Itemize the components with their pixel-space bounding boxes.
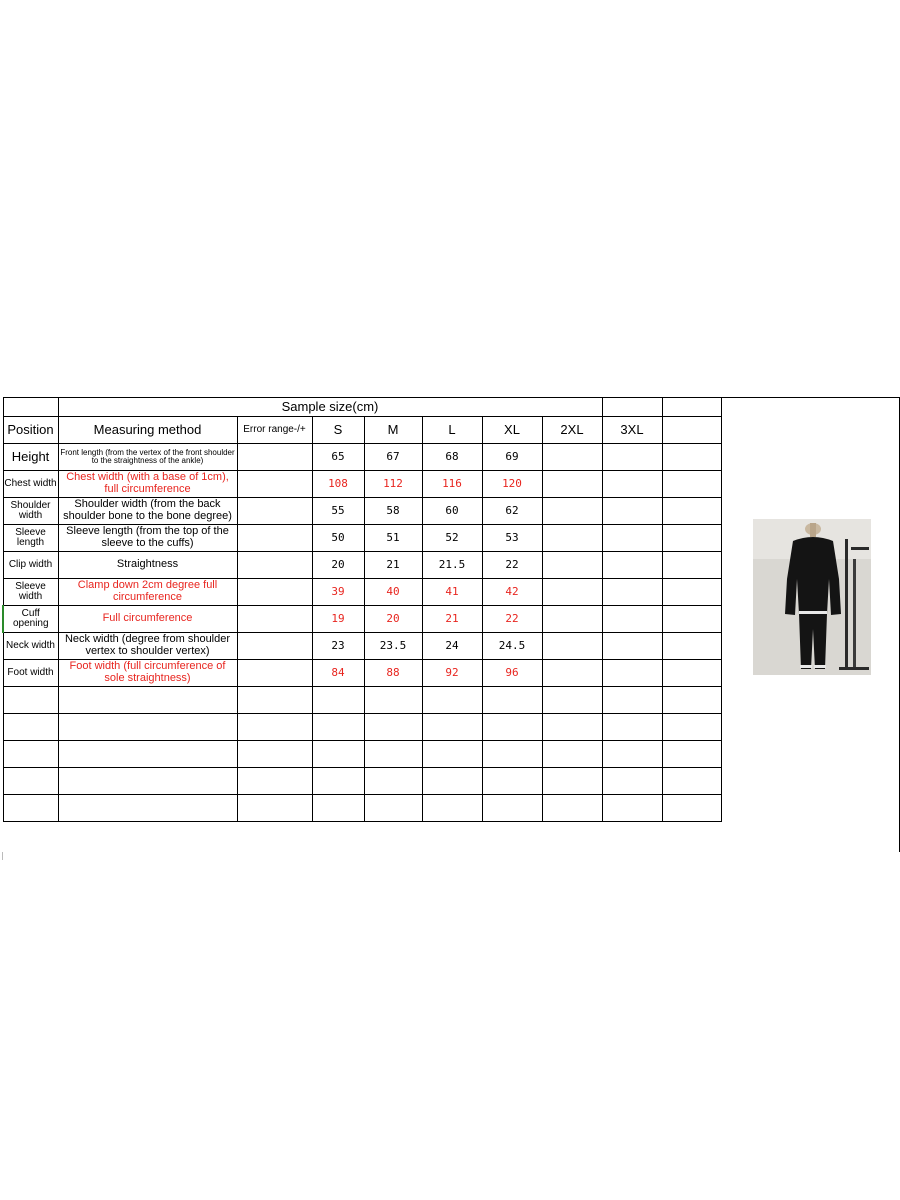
row-size-l-value: 68 bbox=[422, 444, 482, 471]
row-method: Sleeve length (from the top of the sleeve to the cuffs) bbox=[58, 525, 237, 552]
row-size-xl-value: 42 bbox=[482, 579, 542, 606]
row-size-m-value: 58 bbox=[364, 498, 422, 525]
empty-cell bbox=[662, 795, 721, 822]
row-size-l-value: 41 bbox=[422, 579, 482, 606]
row-position: Neck width bbox=[3, 633, 58, 660]
mannequin-outfit-illustration bbox=[753, 519, 871, 675]
empty-cell bbox=[312, 768, 364, 795]
row-size-2xl-value bbox=[542, 660, 602, 687]
empty-cell bbox=[312, 795, 364, 822]
row-size-m-value: 88 bbox=[364, 660, 422, 687]
row-size-l-value: 52 bbox=[422, 525, 482, 552]
empty-cell bbox=[422, 795, 482, 822]
row-blank-cell bbox=[662, 660, 721, 687]
row-size-2xl-value bbox=[542, 498, 602, 525]
empty-row bbox=[3, 768, 721, 795]
row-size-2xl-value bbox=[542, 606, 602, 633]
row-error-cell bbox=[237, 471, 312, 498]
row-size-2xl-value bbox=[542, 525, 602, 552]
row-size-m-value: 112 bbox=[364, 471, 422, 498]
row-position: Sleeve length bbox=[3, 525, 58, 552]
empty-cell bbox=[482, 741, 542, 768]
table-title: Sample size(cm) bbox=[58, 398, 602, 417]
row-position: Chest width bbox=[3, 471, 58, 498]
row-size-3xl-value bbox=[602, 498, 662, 525]
empty-cell bbox=[542, 714, 602, 741]
table-row bbox=[3, 606, 721, 633]
row-blank-cell bbox=[662, 444, 721, 471]
empty-cell bbox=[58, 741, 237, 768]
row-blank-cell bbox=[662, 525, 721, 552]
empty-cell bbox=[364, 768, 422, 795]
empty-cell bbox=[662, 768, 721, 795]
row-size-m-value: 40 bbox=[364, 579, 422, 606]
table-row bbox=[3, 525, 721, 552]
row-method: Shoulder width (from the back shoulder bone to the bone degree) bbox=[58, 498, 237, 525]
row-method: Straightness bbox=[58, 552, 237, 579]
row-size-s-value: 65 bbox=[312, 444, 364, 471]
row-size-2xl-value bbox=[542, 633, 602, 660]
row-size-xl-value: 62 bbox=[482, 498, 542, 525]
row-size-l-value: 21 bbox=[422, 606, 482, 633]
row-method: Foot width (full circumference of sole straightness) bbox=[58, 660, 237, 687]
table-row bbox=[3, 471, 721, 498]
row-size-2xl-value bbox=[542, 579, 602, 606]
size-chart bbox=[2, 397, 722, 822]
row-size-2xl-value bbox=[542, 444, 602, 471]
row-size-l-value: 116 bbox=[422, 471, 482, 498]
row-size-m-value: 67 bbox=[364, 444, 422, 471]
row-size-xl-value: 69 bbox=[482, 444, 542, 471]
col-header-error: Error range-/+ bbox=[237, 417, 312, 444]
row-position: Height bbox=[3, 444, 58, 471]
row-error-cell bbox=[237, 552, 312, 579]
header-blank-cell bbox=[662, 398, 721, 417]
empty-cell bbox=[602, 687, 662, 714]
row-size-s-value: 50 bbox=[312, 525, 364, 552]
row-size-s-value: 84 bbox=[312, 660, 364, 687]
empty-cell bbox=[364, 687, 422, 714]
row-error-cell bbox=[237, 498, 312, 525]
row-size-s-value: 108 bbox=[312, 471, 364, 498]
row-size-m-value: 21 bbox=[364, 552, 422, 579]
empty-cell bbox=[662, 741, 721, 768]
empty-cell bbox=[237, 795, 312, 822]
row-blank-cell bbox=[662, 606, 721, 633]
row-error-cell bbox=[237, 660, 312, 687]
empty-row bbox=[3, 714, 721, 741]
row-size-l-value: 24 bbox=[422, 633, 482, 660]
row-size-3xl-value bbox=[602, 633, 662, 660]
empty-cell bbox=[58, 714, 237, 741]
col-header-position: Position bbox=[3, 417, 58, 444]
row-size-2xl-value bbox=[542, 552, 602, 579]
row-size-s-value: 19 bbox=[312, 606, 364, 633]
row-size-xl-value: 22 bbox=[482, 606, 542, 633]
col-header-blank bbox=[662, 417, 721, 444]
row-position: Sleeve width bbox=[3, 579, 58, 606]
row-size-s-value: 23 bbox=[312, 633, 364, 660]
empty-cell bbox=[58, 687, 237, 714]
row-method: Full circumference bbox=[58, 606, 237, 633]
empty-cell bbox=[482, 714, 542, 741]
empty-cell bbox=[364, 714, 422, 741]
empty-cell bbox=[237, 687, 312, 714]
empty-cell bbox=[542, 768, 602, 795]
row-blank-cell bbox=[662, 498, 721, 525]
col-header-size-xl: XL bbox=[482, 417, 542, 444]
empty-cell bbox=[422, 714, 482, 741]
table-row bbox=[3, 579, 721, 606]
divider-tick bbox=[2, 852, 3, 860]
empty-cell bbox=[58, 795, 237, 822]
empty-cell bbox=[364, 741, 422, 768]
table-row bbox=[3, 660, 721, 687]
empty-cell bbox=[542, 741, 602, 768]
empty-cell bbox=[602, 768, 662, 795]
empty-cell bbox=[312, 741, 364, 768]
empty-cell bbox=[422, 687, 482, 714]
row-method: Front length (from the vertex of the front shoulder to the straightness of the ankle) bbox=[58, 444, 237, 471]
empty-cell bbox=[237, 768, 312, 795]
empty-cell bbox=[662, 714, 721, 741]
row-size-m-value: 23.5 bbox=[364, 633, 422, 660]
row-size-m-value: 20 bbox=[364, 606, 422, 633]
row-position: Foot width bbox=[3, 660, 58, 687]
col-header-size-s: S bbox=[312, 417, 364, 444]
row-error-cell bbox=[237, 444, 312, 471]
row-size-s-value: 55 bbox=[312, 498, 364, 525]
empty-cell bbox=[312, 687, 364, 714]
row-blank-cell bbox=[662, 579, 721, 606]
empty-cell bbox=[237, 741, 312, 768]
row-size-3xl-value bbox=[602, 444, 662, 471]
row-size-l-value: 60 bbox=[422, 498, 482, 525]
row-method: Clamp down 2cm degree full circumference bbox=[58, 579, 237, 606]
empty-row bbox=[3, 687, 721, 714]
row-size-xl-value: 120 bbox=[482, 471, 542, 498]
row-size-xl-value: 24.5 bbox=[482, 633, 542, 660]
row-size-xl-value: 22 bbox=[482, 552, 542, 579]
row-size-xl-value: 96 bbox=[482, 660, 542, 687]
empty-cell bbox=[482, 687, 542, 714]
row-size-3xl-value bbox=[602, 579, 662, 606]
row-blank-cell bbox=[662, 471, 721, 498]
row-size-l-value: 21.5 bbox=[422, 552, 482, 579]
empty-cell bbox=[364, 795, 422, 822]
empty-cell bbox=[422, 741, 482, 768]
row-size-3xl-value bbox=[602, 525, 662, 552]
col-header-size-2xl: 2XL bbox=[542, 417, 602, 444]
row-position: Clip width bbox=[3, 552, 58, 579]
row-error-cell bbox=[237, 525, 312, 552]
product-photo bbox=[753, 519, 871, 675]
row-blank-cell bbox=[662, 633, 721, 660]
empty-cell bbox=[3, 768, 58, 795]
col-header-method: Measuring method bbox=[58, 417, 237, 444]
row-size-3xl-value bbox=[602, 660, 662, 687]
table-row bbox=[3, 552, 721, 579]
empty-cell bbox=[3, 714, 58, 741]
row-size-s-value: 39 bbox=[312, 579, 364, 606]
empty-cell bbox=[3, 795, 58, 822]
row-error-cell bbox=[237, 579, 312, 606]
col-header-size-l: L bbox=[422, 417, 482, 444]
empty-cell bbox=[237, 714, 312, 741]
header-blank-cell bbox=[3, 398, 58, 417]
empty-cell bbox=[58, 768, 237, 795]
row-position: Cuff opening bbox=[3, 606, 58, 633]
table-row bbox=[3, 633, 721, 660]
row-position: Shoulder width bbox=[3, 498, 58, 525]
table-row bbox=[3, 444, 721, 471]
empty-cell bbox=[312, 714, 364, 741]
row-size-3xl-value bbox=[602, 471, 662, 498]
row-method: Chest width (with a base of 1cm), full circumference bbox=[58, 471, 237, 498]
row-size-3xl-value bbox=[602, 552, 662, 579]
row-error-cell bbox=[237, 606, 312, 633]
empty-cell bbox=[662, 687, 721, 714]
empty-cell bbox=[422, 768, 482, 795]
row-size-s-value: 20 bbox=[312, 552, 364, 579]
row-size-3xl-value bbox=[602, 606, 662, 633]
row-size-2xl-value bbox=[542, 471, 602, 498]
empty-cell bbox=[542, 795, 602, 822]
empty-cell bbox=[602, 741, 662, 768]
empty-cell bbox=[3, 741, 58, 768]
empty-row bbox=[3, 795, 721, 822]
row-blank-cell bbox=[662, 552, 721, 579]
empty-cell bbox=[482, 768, 542, 795]
row-method: Neck width (degree from shoulder vertex to shoulder vertex) bbox=[58, 633, 237, 660]
row-size-m-value: 51 bbox=[364, 525, 422, 552]
col-header-size-3xl: 3XL bbox=[602, 417, 662, 444]
row-size-l-value: 92 bbox=[422, 660, 482, 687]
empty-cell bbox=[482, 795, 542, 822]
table-row bbox=[3, 498, 721, 525]
size-table bbox=[2, 397, 722, 822]
empty-cell bbox=[3, 687, 58, 714]
col-header-size-m: M bbox=[364, 417, 422, 444]
row-error-cell bbox=[237, 633, 312, 660]
empty-cell bbox=[542, 687, 602, 714]
empty-cell bbox=[602, 714, 662, 741]
empty-cell bbox=[602, 795, 662, 822]
row-size-xl-value: 53 bbox=[482, 525, 542, 552]
empty-row bbox=[3, 741, 721, 768]
header-blank-cell bbox=[602, 398, 662, 417]
